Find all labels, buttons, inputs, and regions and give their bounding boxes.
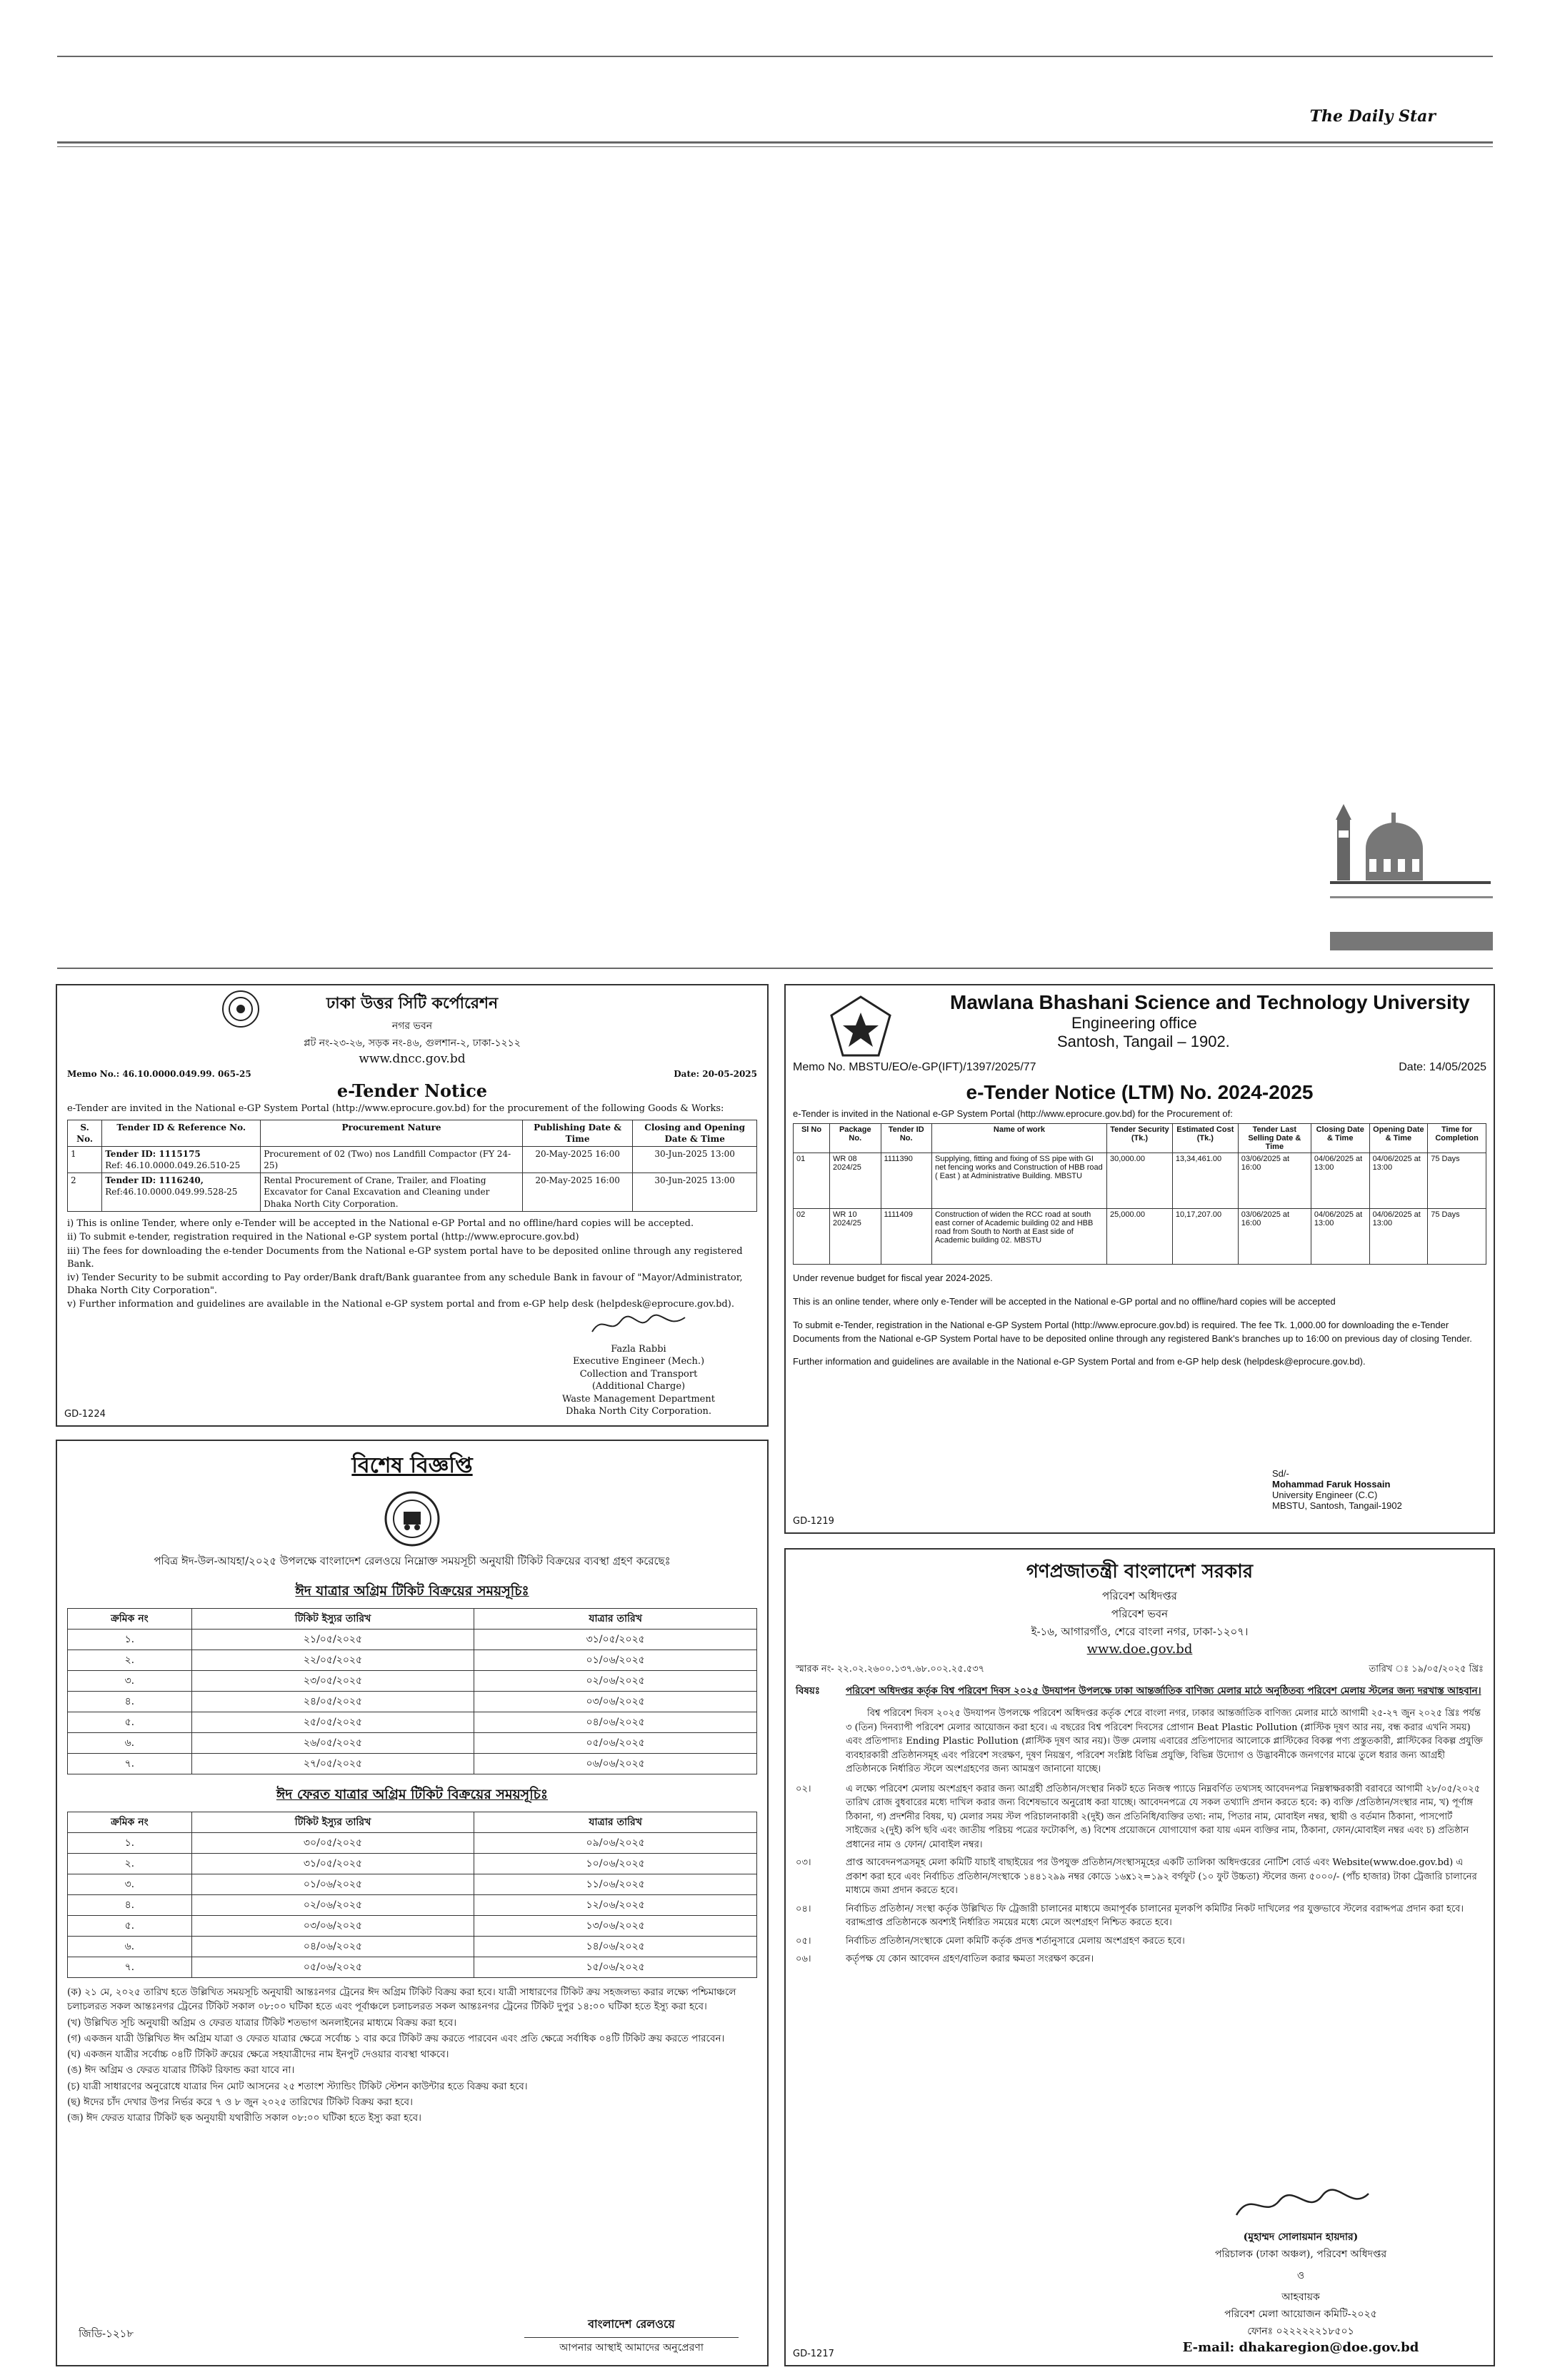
cell: 1 (68, 1146, 102, 1173)
cell: ৪. (68, 1692, 192, 1712)
doe-item-num: ০৫। (796, 1935, 811, 1947)
cell: 30-Jun-2025 13:00 (633, 1173, 757, 1212)
mbstu-intro: e-Tender is invited in the National e-GP System Portal (http://www.eprocure.gov.bd) for the Procurement of: (793, 1108, 1233, 1119)
cell: ০৫/০৬/২০২৫ (474, 1733, 757, 1754)
cell: 02 (794, 1209, 830, 1265)
mbstu-th: Tender ID No. (881, 1124, 931, 1153)
dncc-sub: নগর ভবন (391, 1020, 433, 1032)
railway-intro: পবিত্র ঈদ-উল-আযহা/২০২৫ উপলক্ষে বাংলাদেশ রেলওয়ে নিম্নোক্ত সময়সূচী অনুযায়ী টিকিট বিক্রয়ের ব্যবস্থা গ্রহণ করেছেঃ (154, 1555, 671, 1567)
table-row (68, 1733, 757, 1754)
side-bar (1330, 932, 1493, 950)
cell: 04/06/2025 at 13:00 (1369, 1209, 1428, 1265)
mbstu-th: Sl No (794, 1124, 830, 1153)
mbstu-office: Engineering office (1071, 1014, 1197, 1032)
mbstu-sign-name: Mohammad Faruk Hossain (1272, 1479, 1391, 1490)
cell: ০৯/০৬/২০২৫ (474, 1833, 757, 1854)
mbstu-note: To submit e-Tender, registration in the National e-GP System Portal (http://www.eprocure.gov.bd) is required. The fee Tk. 1,000.00 for downloading the e-Tender Documents from the National e-GP System Portal have to be deposited online through any registered Bank's branches up to 16:00 on previous day of closing Tender. (793, 1319, 1472, 1344)
cell: Supplying, fitting and fixing of SS pipe with GI net fencing works and Construction of HBB road ( East ) at Administrative Building. MBSTU (931, 1153, 1106, 1209)
cell: ২১/০৫/২০২৫ (191, 1630, 474, 1650)
cell: 75 Days (1428, 1209, 1486, 1265)
cell: ৩. (68, 1671, 192, 1692)
dncc-date: Date: 20-05-2025 (674, 1069, 757, 1079)
mbstu-th: Closing Date & Time (1311, 1124, 1369, 1153)
dncc-th: Closing and Opening Date & Time (633, 1120, 757, 1146)
masthead-rule (57, 141, 1493, 144)
gd-number: GD-1217 (793, 2349, 834, 2359)
cell: ২৫/০৫/২০২৫ (191, 1712, 474, 1733)
cell: 04/06/2025 at 13:00 (1369, 1153, 1428, 1209)
cell: Procurement of 02 (Two) nos Landfill Compactor (FY 24-25) (261, 1146, 523, 1173)
table-row (68, 1895, 757, 1916)
railway-table-2 (67, 1812, 757, 1978)
gd-number: GD-1224 (64, 1409, 106, 1420)
cell: ৩১/০৫/২০২৫ (474, 1630, 757, 1650)
cell: WR 10 2024/25 (830, 1209, 881, 1265)
cell: ০৪/০৬/২০২৫ (191, 1937, 474, 1957)
cell: ২৬/০৫/২০২৫ (191, 1733, 474, 1754)
doe-item-text: কর্তৃপক্ষ যে কোন আবেদন গ্রহণ/বাতিল করার ক্ষমতা সংরক্ষণ করেন। (846, 1954, 1094, 1964)
table-row (794, 1209, 1486, 1265)
cell: ২. (68, 1650, 192, 1671)
railway-motto: আপনার আস্থাই আমাদের অনুপ্রেরণা (524, 2337, 739, 2356)
mbstu-date: Date: 14/05/2025 (1399, 1061, 1486, 1073)
railway-t1-title: ঈদ যাত্রার অগ্রিম টিকিট বিক্রয়ের সময়সূচিঃ (295, 1583, 529, 1599)
dncc-sign-name: Fazla Rabbi (611, 1343, 666, 1355)
cell: 75 Days (1428, 1153, 1486, 1209)
cell: 20-May-2025 16:00 (522, 1146, 632, 1173)
side-rule (1330, 896, 1493, 898)
dncc-th: S. No. (68, 1120, 102, 1146)
cell: Tender ID: 1115175 (105, 1148, 201, 1159)
cell: 10,17,207.00 (1172, 1209, 1238, 1265)
table-row (68, 1146, 757, 1173)
dncc-sign-line: Waste Management Department (562, 1393, 715, 1405)
cell: ০৫/০৬/২০২৫ (191, 1957, 474, 1978)
doe-convener: আহবায়ক (1281, 2291, 1320, 2303)
table-row (794, 1153, 1486, 1209)
table-row (68, 1937, 757, 1957)
table-row (68, 1754, 757, 1774)
railway-note: (ছ) ঈদের চাঁদ দেখার উপর নির্ভর করে ৭ ও ৮ জুন ২০২৫ তারিখের টিকিট বিক্রয় করা হবে। (67, 2096, 413, 2108)
cell: ৩. (68, 1874, 192, 1895)
cell: ২. (68, 1854, 192, 1874)
cell: ৭. (68, 1754, 192, 1774)
mbstu-tender-ad (784, 984, 1495, 1534)
doe-item-text: প্রাপ্ত আবেদনপত্রসমূহ মেলা কমিটি যাচাই বাছাইয়ের পর উপযুক্ত প্রতিষ্ঠান/সংস্থাসমূহের একটি তালিকা অধিদপ্তরের নোটিশ বোর্ড এবং Website(www.doe.gov.bd) এ প্রকাশ করা হবে এবং নির্বাচিত প্রতিষ্ঠান/সংস্থাকে ১৪৪১২৯৯ নম্বর কোডে ১৬x১২=১৯২ বর্গফুট (১০ ফুট উচ্চতা) স্টলের জন্য ৫০০০/- (পাঁচ হাজার) টাকা ট্রেজারি চালানের মাধ্যমে জমা প্রদান করতে হবে। (846, 1857, 1477, 1896)
railway-note: (গ) একজন যাত্রী উল্লিখিত ঈদ অগ্রিম যাত্রা ও ফেরত যাত্রার ক্ষেত্রে সর্বোচ্চ ১ বার করে টিকিট ক্রয় করতে পারবেন এবং প্রতি ক্ষেত্রে সর্বাধিক ০৪টি টিকিট ক্রয় করতে পারবেন। (67, 2032, 725, 2044)
mbstu-table (793, 1123, 1486, 1265)
doe-dept: পরিবেশ অধিদপ্তর (1102, 1590, 1177, 1602)
signature-icon (589, 1310, 689, 1339)
mbstu-title: e-Tender Notice (LTM) No. 2024-2025 (966, 1081, 1314, 1103)
cell: 30-Jun-2025 13:00 (633, 1146, 757, 1173)
mbstu-note: Further information and guidelines are available in the National e-GP System Portal and from e-GP help desk (helpdesk@eprocure.gov.bd). (793, 1356, 1366, 1367)
cell: ০২/০৬/২০২৫ (474, 1671, 757, 1692)
mbstu-th: Name of work (931, 1124, 1106, 1153)
mbstu-th: Tender Security (Tk.) (1107, 1124, 1173, 1153)
cell: 30,000.00 (1107, 1153, 1173, 1209)
dncc-note: iii) The fees for downloading the e-tender Documents from the National e-GP system portal have to be deposited online through any registered Bank. (67, 1245, 743, 1270)
table-row (68, 1833, 757, 1854)
dncc-title: e-Tender Notice (336, 1080, 488, 1101)
cell: ৫. (68, 1916, 192, 1937)
mbstu-sign-line: University Engineer (C.C) (1272, 1490, 1378, 1500)
cell: ১. (68, 1833, 192, 1854)
cell: 04/06/2025 at 13:00 (1311, 1209, 1369, 1265)
railway-note: (ঙ) ঈদ অগ্রিম ও ফেরত যাত্রার টিকিট রিফান্ড করা যাবে না। (67, 2064, 295, 2077)
cell: ৩০/০৫/২০২৫ (191, 1833, 474, 1854)
cell: 01 (794, 1153, 830, 1209)
doe-item-num: ০২। (796, 1783, 811, 1794)
cell: ২৩/০৫/২০২৫ (191, 1671, 474, 1692)
cell: ৬. (68, 1733, 192, 1754)
railway-note: (খ) উল্লিখিত সূচি অনুযায়ী অগ্রিম ও ফেরত যাত্রার টিকিট শতভাগ অনলাইনের মাধ্যমে বিক্রয় করা হবে। (67, 2017, 457, 2029)
dncc-tender-ad (56, 984, 769, 1427)
railway-emblem-icon (384, 1490, 441, 1547)
railway-table-1 (67, 1608, 757, 1774)
cell: ০১/০৬/২০২৫ (474, 1650, 757, 1671)
cell: ১৪/০৬/২০২৫ (474, 1937, 757, 1957)
university-logo-icon (829, 994, 893, 1058)
mbstu-place: Santosh, Tangail – 1902. (1057, 1033, 1230, 1050)
railway-notice-ad (56, 1440, 769, 2366)
cell: ১. (68, 1630, 192, 1650)
cell: ৪. (68, 1895, 192, 1916)
dncc-th: Tender ID & Reference No. (102, 1120, 261, 1146)
railway-t2-title: ঈদ ফেরত যাত্রার অগ্রিম টিকিট বিক্রয়ের সময়সূচিঃ (276, 1787, 549, 1802)
table-row (68, 1671, 757, 1692)
railway-note: (ক) ২১ মে, ২০২৫ তারিখ হতে উল্লিখিত সময়সূচি অনুযায়ী আন্তঃনগর ট্রেনের ঈদ অগ্রিম টিকিট বিক্রয় করা হবে। যাত্রী সাধারণের টিকিট ক্রয় সহজলভ্য করার লক্ষ্যে পশ্চিমাঞ্চলে চলাচলরত সকল আন্তঃনগর ট্রেনের টিকিট সকাল ০৮:০০ ঘটিকা হতে এবং পূর্বাঞ্চলে চলাচলরত সকল আন্তঃনগর ট্রেনের টিকিট দুপুর ১৪:০০ ঘটিকা হতে ইস্যু করা হবে। (67, 1987, 736, 2013)
railway-org: বাংলাদেশ রেলওয়ে (588, 2317, 675, 2331)
mbstu-memo: Memo No. MBSTU/EO/e-GP(IFT)/1397/2025/77 (793, 1061, 1036, 1073)
mbstu-th: Opening Date & Time (1369, 1124, 1428, 1153)
doe-email[interactable]: E-mail: dhakaregion@doe.gov.bd (1182, 2340, 1419, 2355)
top-rule (57, 56, 1493, 57)
dncc-table (67, 1120, 757, 1212)
doe-notice-ad (784, 1548, 1495, 2366)
railway-th: যাত্রার তারিখ (474, 1812, 757, 1833)
section-rule (57, 968, 1493, 969)
cell: 03/06/2025 at 16:00 (1238, 1153, 1311, 1209)
dncc-note: v) Further information and guidelines are available in the National e-GP system portal and from e-GP help desk (helpdesk@eprocure.gov.bd). (67, 1299, 734, 1310)
doe-title: গণপ্রজাতন্ত্রী বাংলাদেশ সরকার (1026, 1561, 1254, 1582)
cell: ৭. (68, 1957, 192, 1978)
cell: ৫. (68, 1712, 192, 1733)
railway-title: বিশেষ বিজ্ঞপ্তি (351, 1453, 473, 1478)
cell: ৬. (68, 1937, 192, 1957)
dncc-sign-line: Collection and Transport (579, 1368, 698, 1380)
mbstu-th: Tender Last Selling Date & Time (1238, 1124, 1311, 1153)
doe-date: তারিখ ঃ ১৯/০৫/২০২৫ খ্রিঃ (1369, 1664, 1484, 1674)
cell: ২৪/০৫/২০২৫ (191, 1692, 474, 1712)
table-row (68, 1712, 757, 1733)
table-row (68, 1692, 757, 1712)
mbstu-name: Mawlana Bhashani Science and Technology University (950, 991, 1470, 1013)
dncc-address: প্লট নং-২৩-২৬, সড়ক নং-৪৬, গুলশান-২, ঢাকা-১২১২ (304, 1038, 521, 1049)
table-row (68, 1874, 757, 1895)
cell: ২৭/০৫/২০২৫ (191, 1754, 474, 1774)
dncc-org: ঢাকা উত্তর সিটি কর্পোরেশন (326, 994, 499, 1013)
cell: 13,34,461.00 (1172, 1153, 1238, 1209)
masthead-rule-thin (57, 146, 1493, 147)
table-row (68, 1957, 757, 1978)
cell: ২২/০৫/২০২৫ (191, 1650, 474, 1671)
doe-sign-name: (মুহাম্মদ সোলায়মান হায়দার) (1243, 2231, 1359, 2243)
doe-and: ও (1296, 2270, 1305, 2281)
cell: ১৩/০৬/২০২৫ (474, 1916, 757, 1937)
cell: Tender ID: 1116240, (105, 1175, 204, 1186)
railway-th: যাত্রার তারিখ (474, 1609, 757, 1630)
dncc-sign-line: (Additional Charge) (591, 1381, 686, 1392)
signature-icon (1229, 2183, 1372, 2226)
dncc-th: Publishing Date & Time (522, 1120, 632, 1146)
mbstu-th: Estimated Cost (Tk.) (1172, 1124, 1238, 1153)
railway-note: (চ) যাত্রী সাধারণের অনুরোধে যাত্রার দিন মোট আসনের ২৫ শতাংশ স্ট্যান্ডিং টিকিট স্টেশন কাউন্টার হতে বিক্রয় করা হবে। (67, 2080, 528, 2092)
mbstu-th: Time for Completion (1428, 1124, 1486, 1153)
dncc-sign-line: Executive Engineer (Mech.) (572, 1356, 705, 1367)
doe-address: ই-১৬, আগারগাঁও, শেরে বাংলা নগর, ঢাকা-১২০৭। (1031, 1625, 1249, 1638)
table-row (68, 1173, 757, 1212)
cell: Rental Procurement of Crane, Trailer, and Floating Excavator for Canal Excavation and Cleaning under Dhaka North City Corporation. (261, 1173, 523, 1212)
gd-number: জিডি-১২১৮ (79, 2327, 134, 2340)
mbstu-th: Package No. (830, 1124, 881, 1153)
cell: Ref:46.10.0000.049.99.528-25 (105, 1187, 238, 1197)
dncc-intro: e-Tender are invited in the National e-GP System Portal (http://www.eprocure.gov.bd) for the procurement of the following Goods & Works: (67, 1103, 724, 1114)
cell: ০১/০৬/২০২৫ (191, 1874, 474, 1895)
cell: ১৫/০৬/২০২৫ (474, 1957, 757, 1978)
table-row (68, 1854, 757, 1874)
table-row (68, 1630, 757, 1650)
mbstu-sd: Sd/- (1272, 1468, 1289, 1479)
cell: 1111409 (881, 1209, 931, 1265)
doe-item-text: নির্বাচিত প্রতিষ্ঠান/সংস্থাকে মেলা কমিটি কর্তৃক প্রদত্ত শর্তানুসারে মেলায় অংশগ্রহণ করতে হবে। (846, 1935, 1185, 1947)
doe-memo: স্মারক নং- ২২.০২.২৬০০.১৩৭.৬৮.০০২.২৫.৫৩৭ (796, 1664, 985, 1674)
railway-th: টিকিট ইস্যুর তারিখ (191, 1812, 474, 1833)
cell: ১০/০৬/২০২৫ (474, 1854, 757, 1874)
doe-item-num: ০৬। (796, 1954, 811, 1964)
mosque-icon (1330, 798, 1491, 884)
cell: 2 (68, 1173, 102, 1212)
mbstu-note: This is an online tender, where only e-Tender will be accepted in the National e-GP portal and no offline/hard copies will be accepted (793, 1295, 1336, 1307)
cell: 03/06/2025 at 16:00 (1238, 1209, 1311, 1265)
cell: WR 08 2024/25 (830, 1153, 881, 1209)
railway-note: (ঘ) একজন যাত্রীর সর্বোচ্চ ০৪টি টিকিট ক্রয়ের ক্ষেত্রে সহযাত্রীদের নাম ইনপুট দেওয়ার ব্যবস্থা থাকবে। (67, 2049, 449, 2060)
railway-th: ক্রমিক নং (68, 1609, 192, 1630)
cell: ১২/০৬/২০২৫ (474, 1895, 757, 1916)
doe-item-text: এ লক্ষ্যে পরিবেশ মেলায় অংশগ্রহণ করার জন্য আগ্রহী প্রতিষ্ঠান/সংস্থার নিকট হতে নিজস্ব প্যাডে নিম্নবর্ণিত তথ্যসহ আবেদনপত্র নিম্নস্বাক্ষরকারী বরাবরে আগামী ২৮/০৫/২০২৫ তারিখ রোজ বুধবারের মধ্যে দাখিল করার জন্য বিশেষভাবে অনুরোধ করা যাচ্ছে। আবেদনপত্রে যে সকল তথ্যাদি প্রদান করতে হবে: ক) ব্যক্তি /প্রতিষ্ঠান/সংস্থার নাম, খ) পূর্ণাঙ্গ ঠিকানা, গ) প্রদর্শনীর বিষয়, ঘ) মেলার সময় স্টল পরিচালনাকারী ২(দুই) জন প্রতিনিধি/ব্যক্তির তথ্য: নাম, পিতার নাম, মোবাইল নম্বর, স্থায়ী ও বর্তমান ঠিকানা, পাসপোর্ট সাইজের ২(দুই) কপি ছবি এবং জাতীয় পরিচয় পত্রের ফটোকপি, ঙ) বিশেষ প্রয়োজনে যোগাযোগ করা যায় এমন ব্যক্তির নাম, ঠিকানা, ফোন/মোবাইল নম্বর এবং চ) প্রতিষ্ঠান প্রধানের নাম ও ফোন/ মোবাইল নম্বর। (846, 1783, 1481, 1850)
cell: Ref: 46.10.0000.049.26.510-25 (105, 1160, 241, 1171)
cell: ০২/০৬/২০২৫ (191, 1895, 474, 1916)
cell: ০৪/০৬/২০২৫ (474, 1712, 757, 1733)
cell: ০৩/০৬/২০২৫ (474, 1692, 757, 1712)
cell: 25,000.00 (1107, 1209, 1173, 1265)
doe-item-text: নির্বাচিত প্রতিষ্ঠান/ সংস্থা কর্তৃক উল্লিখিত ফি ট্রেজারী চালানের মাধ্যমে জমাপূর্বক চালানের মূলকপি কমিটির নিকট দাখিলের পর যুক্তভাবে স্টলের বরাদ্দপত্র প্রদান করা হবে। বরাদ্দপ্রাপ্ত প্রতিষ্ঠানকে অবশ্যই নির্ধারিত সময়ের মধ্যে মেলে অংশগ্রহণ নিশ্চিত করতে হবে। (846, 1903, 1464, 1928)
doe-subject: পরিবেশ অধিদপ্তর কর্তৃক বিশ্ব পরিবেশ দিবস ২০২৫ উদযাপন উপলক্ষে ঢাকা আন্তর্জাতিক বাণিজ্য মেলার মাঠে অনুষ্ঠিতব্য পরিবেশ মেলায় স্টলের জন্য দরখাস্ত আহবান। (846, 1685, 1481, 1697)
doe-body: বিশ্ব পরিবেশ দিবস ২০২৫ উদযাপন উপলক্ষে পরিবেশ অধিদপ্তর কর্তৃক শেরে বাংলা নগর, ঢাকার আন্তর্জাতিক বাণিজ্য মেলার মাঠে আগামী ২৫-২৭ জুন ২০২৫ খ্রিঃ পর্যন্ত ৩ (তিন) দিনব্যাপী পরিবেশ মেলার আয়োজন করা হবে। এ বছরের বিশ্ব পরিবেশ দিবসের প্রোগান Beat Plastic Pollution (প্লাস্টিক দূষণ আর নয়, বন্ধ করার এখনি সময়) এবং প্রতিপাদ্যঃ Ending Plastic Pollution (প্লাস্টিক দূষণ আর নয়)। উক্ত মেলায় এবারের প্রতিপাদ্যের আলোকে প্লাস্টিকের বিকল্প পণ্য প্রস্তুতকারী, প্লাস্টিকের বিকল্প প্রযুক্তি ব্যবহারকারী প্রতিষ্ঠানসমূহ এবং পরিবেশ সংরক্ষণ, দূষণ নিয়ন্ত্রণ, পরিবেশ সংশ্লিষ্ট বিভিন্ন প্রযুক্তি, বিভিন্ন উদ্যোগ ও উদ্ভাবনীকে জনগণের মাঝে তুলে ধরার জন্য আগ্রহী প্রতিষ্ঠানকে নির্ধারিত স্টলে অংশগ্রহণের জন্য আমন্ত্রণ জানানো যাচ্ছে। (846, 1708, 1483, 1774)
doe-sign-title: পরিচালক (ঢাকা অঞ্চল), পরিবেশ অধিদপ্তর (1214, 2249, 1387, 2260)
dncc-note: ii) To submit e-tender, registration required in the National e-GP system portal (http://www.eprocure.gov.bd) (67, 1232, 579, 1243)
cell: ৩১/০৫/২০২৫ (191, 1854, 474, 1874)
doe-building: পরিবেশ ভবন (1111, 1607, 1169, 1620)
masthead: The Daily Star (1309, 107, 1436, 126)
cell: 20-May-2025 16:00 (522, 1173, 632, 1212)
doe-committee: পরিবেশ মেলা আয়োজন কমিটি-২০২৫ (1224, 2309, 1377, 2320)
cell: 1111390 (881, 1153, 931, 1209)
table-row (68, 1650, 757, 1671)
dncc-note: iv) Tender Security to be submit according to Pay order/Bank draft/Bank guarantee from any schedule Bank in favour of "Mayor/Administrator, Dhaka North City Corporation". (67, 1272, 743, 1296)
dncc-th: Procurement Nature (261, 1120, 523, 1146)
dncc-sign-line: Dhaka North City Corporation. (565, 1406, 712, 1417)
dncc-memo: Memo No.: 46.10.0000.049.99. 065-25 (67, 1069, 251, 1079)
doe-subject-label: বিষয়ঃ (796, 1685, 820, 1697)
cell: 04/06/2025 at 13:00 (1311, 1153, 1369, 1209)
doe-phone: ফোনঃ ০২২২২২২১৮৫০১ (1247, 2326, 1354, 2337)
railway-th: টিকিট ইস্যুর তারিখ (191, 1609, 474, 1630)
dncc-emblem-icon (221, 990, 260, 1028)
gd-number: GD-1219 (793, 1516, 834, 1527)
table-row (68, 1916, 757, 1937)
dncc-note: i) This is online Tender, where only e-Tender will be accepted in the National e-GP Portal and no offline/hard copies will be accepted. (67, 1217, 694, 1229)
mbstu-budget: Under revenue budget for fiscal year 2024-2025. (793, 1272, 993, 1283)
dncc-website[interactable]: www.dncc.gov.bd (359, 1052, 466, 1066)
mbstu-sign-line: MBSTU, Santosh, Tangail-1902 (1272, 1500, 1402, 1511)
cell: Construction of widen the RCC road at south east corner of Academic building 02 and HBB road from South to North at East side of Academic building 02. MBSTU (931, 1209, 1106, 1265)
doe-website[interactable]: www.doe.gov.bd (1086, 1642, 1193, 1657)
cell: ০৬/০৬/২০২৫ (474, 1754, 757, 1774)
doe-item-num: ০৩। (796, 1857, 811, 1868)
railway-note: (জ) ঈদ ফেরত যাত্রার টিকিট ছক অনুযায়ী যথারীতি সকাল ০৮:০০ ঘটিকা হতে ইস্যু করা হবে। (67, 2112, 421, 2124)
cell: ০৩/০৬/২০২৫ (191, 1916, 474, 1937)
doe-item-num: ০৪। (796, 1903, 811, 1914)
railway-th: ক্রমিক নং (68, 1812, 192, 1833)
cell: ১১/০৬/২০২৫ (474, 1874, 757, 1895)
